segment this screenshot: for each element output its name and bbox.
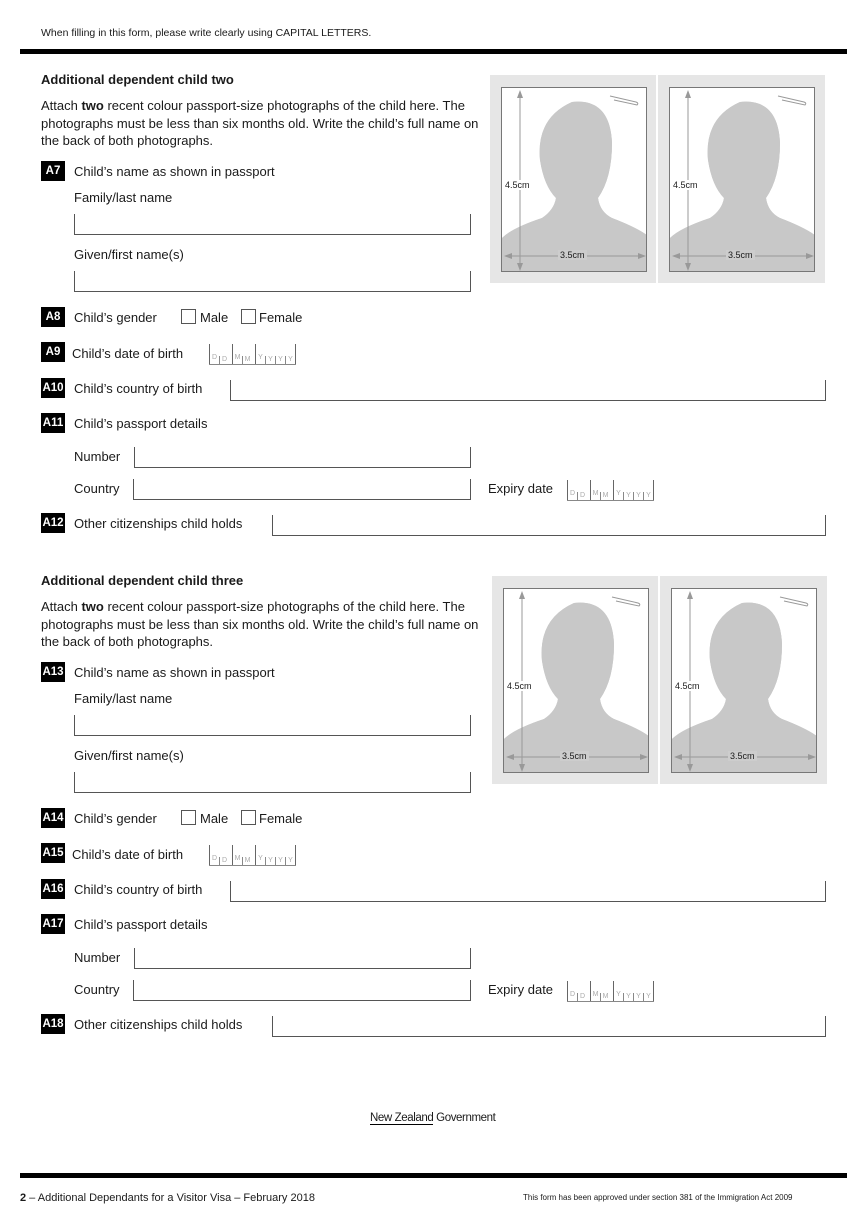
date-digit-cell[interactable]: M xyxy=(600,993,610,1001)
date-digit-cell[interactable]: D xyxy=(567,981,577,1001)
given-name-label: Given/first name(s) xyxy=(74,247,184,262)
date-digit-cell[interactable]: D xyxy=(567,480,577,500)
photo-width-label: 3.5cm xyxy=(730,751,755,761)
passport-number-field[interactable] xyxy=(134,948,471,969)
capital-letters-note: When filling in this form, please write clearly using CAPITAL LETTERS. xyxy=(41,27,372,39)
dob-date-field[interactable] xyxy=(209,345,296,365)
photo-panel-1 xyxy=(492,576,658,784)
date-digit-cell[interactable]: Y xyxy=(633,993,643,1001)
photo-height-label: 4.5cm xyxy=(675,681,700,691)
question-number: A11 xyxy=(41,413,65,433)
family-name-field[interactable] xyxy=(74,214,471,235)
given-name-field[interactable] xyxy=(74,271,471,292)
gender-label: Child’s gender xyxy=(74,310,157,325)
question-number: A15 xyxy=(41,843,65,863)
question-number: A10 xyxy=(41,378,65,398)
date-digit-cell[interactable]: Y xyxy=(255,344,265,364)
given-name-field[interactable] xyxy=(74,772,471,793)
page-number: 2 xyxy=(20,1192,27,1204)
photo-height-label: 4.5cm xyxy=(673,180,698,190)
female-checkbox[interactable] xyxy=(241,309,256,324)
date-digit-cell[interactable]: Y xyxy=(285,857,295,865)
date-digit-cell[interactable]: Y xyxy=(643,492,653,500)
date-digit-cell[interactable]: M xyxy=(600,492,610,500)
date-digit-cell[interactable]: M xyxy=(590,981,600,1001)
question-number: A8 xyxy=(41,307,65,327)
legal-approval-note: This form has been approved under section 381 of the Immigration Act 2009 xyxy=(523,1193,793,1202)
photo-panel-1 xyxy=(490,75,656,283)
date-digit-cell[interactable]: D xyxy=(577,993,587,1001)
photo-width-label: 3.5cm xyxy=(560,250,585,260)
expiry-date-field[interactable] xyxy=(567,481,654,501)
passport-country-label: Country xyxy=(74,481,120,496)
name-question-label: Child’s name as shown in passport xyxy=(74,665,275,680)
photo-panel-2 xyxy=(660,576,827,784)
date-digit-cell[interactable]: D xyxy=(209,344,219,364)
instructions-post: recent colour passport-size photographs of the child here. The photographs must be less than six months old. Write the child’s full name on the back of both photographs. xyxy=(41,98,479,148)
date-digit-cell[interactable]: Y xyxy=(275,356,285,364)
expiry-date-label: Expiry date xyxy=(488,982,554,997)
family-name-label: Family/last name xyxy=(74,691,173,706)
other-citizenships-field[interactable] xyxy=(272,1016,826,1037)
instructions-pre: Attach xyxy=(41,98,82,113)
passport-number-label: Number xyxy=(74,950,121,965)
country-of-birth-label: Child’s country of birth xyxy=(74,882,203,897)
female-label: Female xyxy=(259,310,303,325)
question-number: A17 xyxy=(41,914,65,934)
question-number: A13 xyxy=(41,662,65,682)
photo-width-label: 3.5cm xyxy=(562,751,587,761)
date-digit-cell[interactable]: D xyxy=(219,356,229,364)
photo-instructions xyxy=(41,97,481,150)
country-of-birth-field[interactable] xyxy=(230,881,826,902)
date-digit-cell[interactable]: Y xyxy=(643,993,653,1001)
expiry-date-label: Expiry date xyxy=(488,481,554,496)
footer-page-info xyxy=(20,1192,315,1204)
date-digit-cell[interactable]: Y xyxy=(255,845,265,865)
date-digit-cell[interactable]: Y xyxy=(275,857,285,865)
instructions-bold: two xyxy=(81,599,104,614)
country-of-birth-label: Child’s country of birth xyxy=(74,381,203,396)
section-title: Additional dependent child two xyxy=(41,72,234,87)
male-checkbox[interactable] xyxy=(181,309,196,324)
date-digit-cell[interactable]: Y xyxy=(613,981,623,1001)
date-digit-cell[interactable]: D xyxy=(577,492,587,500)
date-digit-cell[interactable]: Y xyxy=(613,480,623,500)
instructions-post: recent colour passport-size photographs of the child here. The photographs must be less than six months old. Write the child’s full name on the back of both photographs. xyxy=(41,599,479,649)
passport-photo-frame-right xyxy=(671,588,817,773)
date-digit-cell[interactable]: D xyxy=(209,845,219,865)
passport-country-field[interactable] xyxy=(133,479,471,500)
male-label: Male xyxy=(200,310,229,325)
date-digit-cell[interactable]: M xyxy=(242,857,252,865)
passport-photo-frame-left xyxy=(503,588,649,773)
other-citizenships-field[interactable] xyxy=(272,515,826,536)
date-digit-cell[interactable]: M xyxy=(242,356,252,364)
date-digit-cell[interactable]: Y xyxy=(623,492,633,500)
passport-number-field[interactable] xyxy=(134,447,471,468)
date-digit-cell[interactable]: Y xyxy=(633,492,643,500)
photo-height-label: 4.5cm xyxy=(505,180,530,190)
photo-panel-2 xyxy=(658,75,825,283)
date-digit-cell[interactable]: Y xyxy=(265,857,275,865)
form-title-date: – Additional Dependants for a Visitor Visa – February 2018 xyxy=(26,1192,315,1204)
passport-details-label: Child’s passport details xyxy=(74,917,208,932)
gender-label: Child’s gender xyxy=(74,811,157,826)
passport-number-label: Number xyxy=(74,449,121,464)
instructions-bold: two xyxy=(81,98,104,113)
date-digit-cell[interactable]: Y xyxy=(623,993,633,1001)
question-number: A16 xyxy=(41,879,65,899)
date-digit-cell[interactable]: M xyxy=(590,480,600,500)
male-label: Male xyxy=(200,811,229,826)
photo-width-label: 3.5cm xyxy=(728,250,753,260)
female-checkbox[interactable] xyxy=(241,810,256,825)
passport-country-field[interactable] xyxy=(133,980,471,1001)
date-digit-cell[interactable]: M xyxy=(232,845,242,865)
passport-details-label: Child’s passport details xyxy=(74,416,208,431)
top-rule xyxy=(20,49,847,54)
name-question-label: Child’s name as shown in passport xyxy=(74,164,275,179)
question-number: A14 xyxy=(41,808,65,828)
section-title: Additional dependent child three xyxy=(41,573,244,588)
other-citizenships-label: Other citizenships child holds xyxy=(74,516,243,531)
date-digit-cell[interactable]: D xyxy=(219,857,229,865)
family-name-field[interactable] xyxy=(74,715,471,736)
family-name-label: Family/last name xyxy=(74,190,173,205)
question-number: A12 xyxy=(41,513,65,533)
dob-label: Child’s date of birth xyxy=(72,346,184,361)
bottom-rule xyxy=(20,1173,847,1178)
male-checkbox[interactable] xyxy=(181,810,196,825)
photo-height-label: 4.5cm xyxy=(507,681,532,691)
dob-label: Child’s date of birth xyxy=(72,847,184,862)
photo-instructions xyxy=(41,598,481,651)
other-citizenships-label: Other citizenships child holds xyxy=(74,1017,243,1032)
question-number: A18 xyxy=(41,1014,65,1034)
instructions-pre: Attach xyxy=(41,599,82,614)
passport-photo-frame-left xyxy=(501,87,647,272)
nz-government-logo: New Zealand Government xyxy=(370,1112,496,1124)
country-of-birth-field[interactable] xyxy=(230,380,826,401)
date-digit-cell[interactable]: Y xyxy=(285,356,295,364)
date-digit-cell[interactable]: Y xyxy=(265,356,275,364)
female-label: Female xyxy=(259,811,303,826)
passport-country-label: Country xyxy=(74,982,120,997)
passport-photo-frame-right xyxy=(669,87,815,272)
question-number: A7 xyxy=(41,161,65,181)
dob-date-field[interactable] xyxy=(209,846,296,866)
date-digit-cell[interactable]: M xyxy=(232,344,242,364)
question-number: A9 xyxy=(41,342,65,362)
expiry-date-field[interactable] xyxy=(567,982,654,1002)
given-name-label: Given/first name(s) xyxy=(74,748,184,763)
